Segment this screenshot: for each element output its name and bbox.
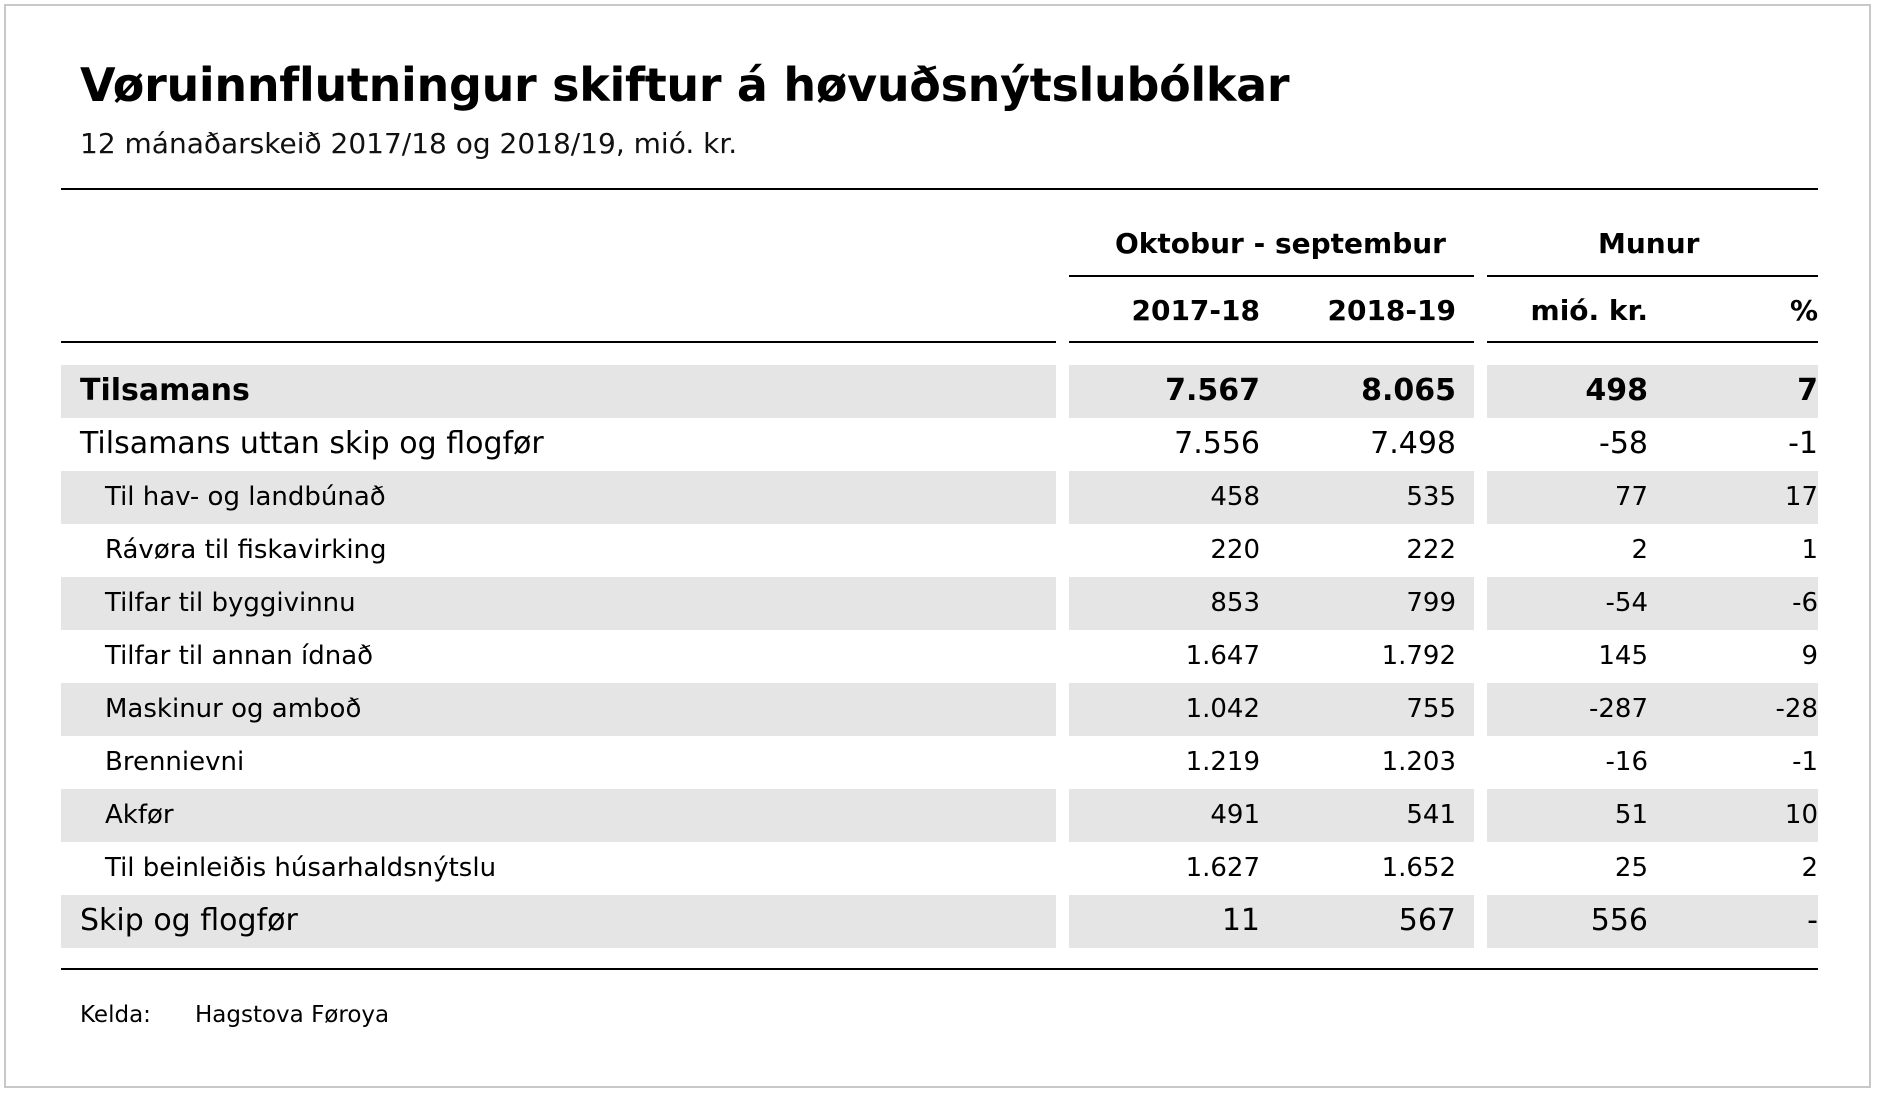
cell-diff: 51	[1614, 800, 1648, 830]
row-shade	[1487, 471, 1818, 524]
header-bottom-rule-label	[61, 341, 1056, 343]
cell-2017: 1.219	[1185, 747, 1260, 777]
cell-diff: 498	[1585, 373, 1648, 408]
row-label: Tilfar til annan ídnað	[105, 641, 374, 671]
cell-2018: 541	[1406, 800, 1456, 830]
cell-diff: -58	[1599, 426, 1648, 461]
bottom-rule	[61, 968, 1818, 970]
cell-2018: 535	[1406, 482, 1456, 512]
cell-2018: 1.652	[1381, 853, 1456, 883]
header-group-period: Oktobur - septembur	[1115, 227, 1446, 260]
cell-diff: -16	[1605, 747, 1648, 777]
cell-2018: 567	[1398, 903, 1456, 938]
header-bottom-rule-period	[1069, 341, 1474, 343]
cell-pct: -1	[1788, 426, 1818, 461]
cell-2017: 853	[1210, 588, 1260, 618]
source-label: Kelda:	[80, 1002, 151, 1028]
header-group-diff: Munur	[1598, 227, 1700, 260]
row-label-total: Tilsamans	[80, 373, 250, 408]
header-group-diff-rule	[1487, 275, 1818, 277]
cell-2017: 1.647	[1185, 641, 1260, 671]
cell-2018: 8.065	[1361, 373, 1456, 408]
row-label: Brennievni	[105, 747, 245, 777]
row-label: Akfør	[105, 800, 174, 830]
header-group-period-rule	[1069, 275, 1474, 277]
cell-2018: 7.498	[1370, 426, 1456, 461]
header-col-diff-pct: %	[1789, 294, 1818, 327]
header-col-2018: 2018-19	[1327, 294, 1456, 327]
top-rule	[61, 188, 1818, 190]
cell-diff: 25	[1614, 853, 1648, 883]
cell-2017: 7.567	[1165, 373, 1260, 408]
source-value: Hagstova Føroya	[195, 1002, 390, 1028]
cell-2018: 1.203	[1381, 747, 1456, 777]
row-shade	[1487, 365, 1818, 418]
cell-2017: 220	[1210, 535, 1260, 565]
table-title: Vøruinnflutningur skiftur á høvuðsnýtslubólkar	[80, 58, 1290, 112]
cell-diff: 2	[1631, 535, 1648, 565]
table-subtitle: 12 mánaðarskeið 2017/18 og 2018/19, mió. kr.	[80, 127, 738, 160]
cell-pct: 10	[1784, 800, 1818, 830]
row-shade	[1487, 577, 1818, 630]
cell-pct: -1	[1792, 747, 1818, 777]
cell-2017: 1.042	[1185, 694, 1260, 724]
header-bottom-rule-diff	[1487, 341, 1818, 343]
row-shade	[1487, 789, 1818, 842]
row-label-total-excl-ships: Tilsamans uttan skip og flogfør	[80, 426, 544, 461]
cell-pct: -28	[1775, 694, 1818, 724]
row-label: Til beinleiðis húsarhaldsnýtslu	[105, 853, 497, 883]
row-label: Tilfar til byggivinnu	[105, 588, 356, 618]
cell-2018: 755	[1406, 694, 1456, 724]
cell-2018: 1.792	[1381, 641, 1456, 671]
cell-2017: 491	[1210, 800, 1260, 830]
cell-pct: 1	[1801, 535, 1818, 565]
row-shade	[61, 789, 1056, 842]
cell-pct: 7	[1797, 373, 1818, 408]
cell-2018: 799	[1406, 588, 1456, 618]
cell-diff: 556	[1590, 903, 1648, 938]
header-col-2017: 2017-18	[1131, 294, 1260, 327]
cell-pct: -6	[1792, 588, 1818, 618]
row-label-ships-aircraft: Skip og flogfør	[80, 903, 298, 938]
header-col-diff-abs: mió. kr.	[1530, 294, 1648, 327]
row-label: Maskinur og amboð	[105, 694, 362, 724]
row-label: Til hav- og landbúnað	[105, 482, 386, 512]
cell-pct: 17	[1784, 482, 1818, 512]
cell-2017: 11	[1221, 903, 1260, 938]
cell-diff: -287	[1588, 694, 1648, 724]
cell-2017: 7.556	[1174, 426, 1260, 461]
cell-pct: 2	[1801, 853, 1818, 883]
row-shade	[1487, 895, 1818, 948]
cell-diff: 77	[1614, 482, 1648, 512]
cell-pct: -	[1807, 903, 1818, 938]
cell-2017: 458	[1210, 482, 1260, 512]
cell-2017: 1.627	[1185, 853, 1260, 883]
cell-2018: 222	[1406, 535, 1456, 565]
cell-pct: 9	[1801, 641, 1818, 671]
cell-diff: 145	[1598, 641, 1648, 671]
row-label: Rávøra til fiskavirking	[105, 535, 387, 565]
row-shade	[1487, 683, 1818, 736]
cell-diff: -54	[1605, 588, 1648, 618]
